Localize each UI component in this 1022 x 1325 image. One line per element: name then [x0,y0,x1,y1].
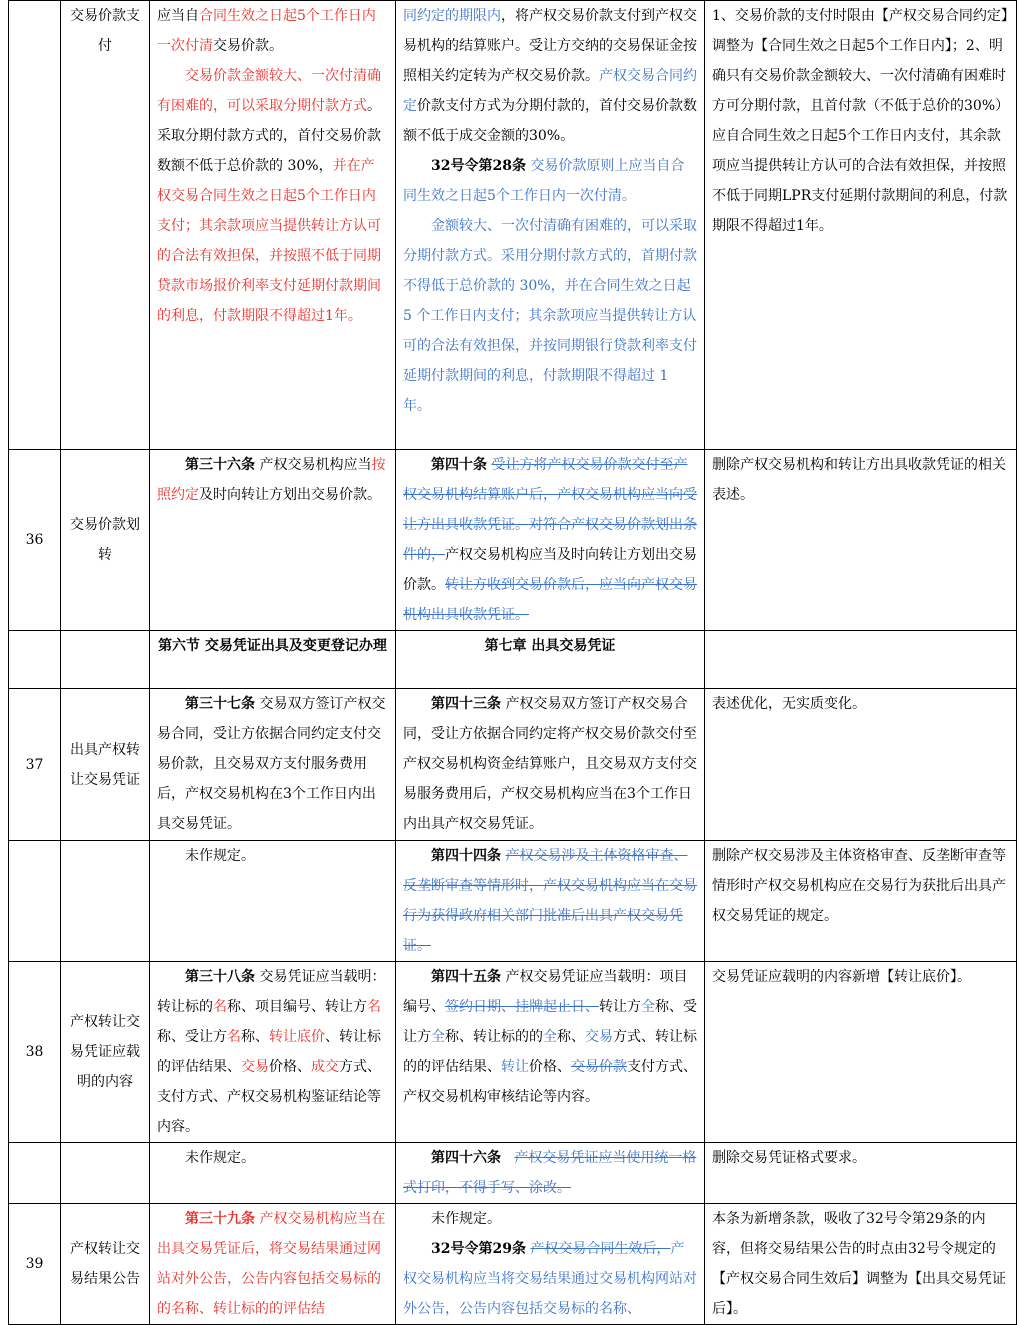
old-paragraph [157,689,388,839]
note-text: 删除交易凭证格式要求。 [712,1150,866,1166]
old-rule-cell [150,841,396,962]
old-paragraph [157,61,388,331]
article-heading: 第四十五条 [431,969,501,985]
text-span: 称、项目编号、转让方 [227,999,367,1015]
note-text: 交易凭证应载明的内容新增【转让底价】。 [712,969,971,985]
new-rule-cell [396,962,705,1143]
new-rule-cell [396,1,705,450]
text-span: 称、 [557,1029,585,1045]
text-span: 应当自 [157,8,199,24]
old-rule-cell [150,1204,396,1325]
text-span: 产权交易双方签订产权交易合同，受让方依据合同约定将产权交易价款交付至产权交易机构资金结算账户，且交易双方支付交易服务费用后，产权交易机构应当在3个工作日内出具产权交易凭证。 [403,696,697,832]
note-cell [705,841,1017,962]
deleted-text: 转让方收到交易价款后，应当向产权交易机构出具收款凭证。 [403,577,697,623]
row-number: 37 [25,756,44,773]
note-text: 本条为新增条款，吸收了32号令第29条的内容，但将交易结果公告的时点由32号令规定的【产权交易合同生效后】调整为【出具交易凭证后】。 [712,1211,1006,1317]
new-paragraph [403,1143,697,1203]
table-row-37 [9,689,1017,841]
article-heading: 第四十四条 [431,848,501,864]
text-span: 称、 [241,1029,269,1045]
text-span: 价格、 [529,1059,571,1075]
text-span: 产权交易机构应当 [255,457,372,473]
changed-text: 全 [543,1029,557,1045]
changed-text: 全 [641,999,655,1015]
subject-cell [61,962,150,1143]
new-rule-cell [396,1143,705,1204]
changed-text: 产权交易机构应当在出具交易凭证后，将交易结果通过网站对外公告，公告内容包括交易标的的名称、转让标的的评估结 [157,1211,386,1317]
text-span: 。采取分期付款方式的，首付交易价款数额不低于总价款的 30%， [157,98,381,174]
old-rule-cell [150,1,396,450]
changed-text: 交易 [585,1029,613,1045]
old-paragraph [157,962,388,1142]
article-heading: 32号令第28条 [431,158,526,174]
section-row [9,631,1017,689]
changed-text: 全 [431,1029,445,1045]
new-paragraph: 金额较大、一次付清确有困难的，可以采取分期付款方式。采用分期付款方式的，首期付款不得低于总价款的 30%，并在合同生效之日起 5 个工作日内支付；其余款项应当提供转让方认可的合法有效担保，并按同期银行贷款利率支付延期付款期间的利息，付款期限不得超过 1 年。 [403,218,697,414]
subject-text: 产权转让交易结果公告 [70,1241,140,1287]
changed-text: 成交 [311,1059,339,1075]
note-cell [705,689,1017,841]
new-rule-cell [396,689,705,841]
table-row-35 [9,1,1017,450]
new-rule-cell [396,1204,705,1325]
subject-text: 出具产权转让交易凭证 [70,741,140,788]
new-paragraph [403,962,697,1112]
changed-text: 并在产权交易合同生效之日起5个工作日内支付；其余款项应当提供转让方认可的合法有效担保，并按照不低于同期贷款市场报价利率支付延期付款期间的利息，付款期限不得超过1年。 [157,158,381,324]
row-number-cell [9,450,61,631]
old-rule-cell [150,962,396,1143]
deleted-text: 产权交易涉及主体资格审查、反垄断审查等情形时，产权交易机构应当在交易行为获得政府相关部门批准后出具产权交易凭证。 [403,848,697,954]
row-number-cell [9,962,61,1143]
new-paragraph [403,151,697,211]
article-heading: 第四十条 [431,457,487,473]
changed-text: 转让 [501,1059,529,1075]
text-span: 及时向转让方划出交易价款。 [199,487,381,503]
old-paragraph [157,450,388,510]
table-row-36 [9,450,1017,631]
changed-text: 同约定的期限内 [403,8,501,24]
text-span: 产权交易机构应当及时向转让方划出交易价款。 [403,547,697,593]
subject-text: 产权转让交易凭证应载明的内容 [70,1014,140,1090]
text-span: 方式、转让标的的评估结果、 [403,1029,697,1075]
text-span: ，将产权交易价款支付到产权交易机构的结算账户。受让方交纳的交易保证金按照相关约定转为产权交易价款。 [403,8,697,84]
text-span: 交易凭证应当载明：转让标的 [157,969,386,1015]
old-paragraph: 未作规定。 [185,1150,255,1166]
subject-cell [61,1204,150,1325]
row-number: 39 [25,1256,44,1272]
table-row-38 [9,962,1017,1143]
empty-cell [61,841,150,962]
empty-cell [9,1143,61,1204]
subject-cell [61,1,150,450]
empty-cell [9,841,61,962]
changed-text: 交易价款原则上应当自合同生效之日起5个工作日内一次付清。 [403,158,685,204]
section-text: 第七章 出具交易凭证 [484,638,616,654]
new-paragraph: 未作规定。 [431,1211,501,1227]
text-span: 转让方 [599,999,641,1015]
new-paragraph [403,1,697,151]
deleted-text: 交易价款 [571,1059,627,1075]
changed-text: 名 [213,999,227,1015]
note-cell [705,1143,1017,1204]
article-heading: 第三十九条 [185,1211,255,1227]
changed-text: 产权交易机构应当将交易结果通过交易机构网站对外公告，公告内容包括交易标的名称、 [403,1241,697,1317]
table-row-38b [9,1143,1017,1204]
deleted-text: 受让方将产权交易价款交付至产权交易机构结算账户后，产权交易机构应当向受让方出具收款凭证。对符合产权交易价款划出条件的， [403,457,697,563]
text-span: 支付方式、产权交易机构审核结论等内容。 [403,1059,697,1105]
text-span: 交易价款。 [213,38,283,54]
changed-text: 交易 [241,1059,269,1075]
changed-text: 合同生效之日起5个工作日内一次付清 [157,8,376,54]
article-heading: 32号令第29条 [431,1241,526,1257]
note-text: 删除产权交易机构和转让方出具收款凭证的相关表述。 [712,457,1006,503]
old-rule-cell [150,689,396,841]
changed-text: 产权交易合同约定 [403,68,697,114]
table-row-37b [9,841,1017,962]
article-heading: 第三十六条 [185,457,255,473]
note-cell [705,1,1017,450]
text-span: 称、转让标的的 [445,1029,543,1045]
note-cell [705,962,1017,1143]
note-cell [705,1204,1017,1325]
subject-cell [61,450,150,631]
empty-cell [9,631,61,689]
subject-text: 交易价款支付 [70,8,140,54]
changed-text: 转让底价 [269,1029,325,1045]
old-rule-cell [150,450,396,631]
text-span: 方式、支付方式、产权交易机构鉴证结论等内容。 [157,1059,381,1135]
deleted-text: 签约日期、挂牌起止日、 [445,999,599,1015]
article-heading: 第四十三条 [431,696,501,712]
old-paragraph [157,1204,388,1324]
row-number-cell [9,1,61,450]
note-text: 删除产权交易涉及主体资格审查、反垄断审查等情形时产权交易机构应在交易行为获批后出具产权交易凭证的规定。 [712,848,1006,924]
new-paragraph [403,450,697,630]
text-span: 、转让标的评估结果、 [157,1029,381,1075]
deleted-text: 产权交易合同生效后， [530,1241,671,1257]
row-number-cell [9,689,61,841]
text-span: 价款支付方式为分期付款的，首付交易价款数额不低于成交金额的30%。 [403,98,697,144]
note-text: 表述优化，无实质变化。 [712,696,866,712]
deleted-text: 产权交易凭证应当使用统一格式打印，不得手写、涂改。 [403,1150,697,1196]
article-heading: 第三十八条 [185,969,255,985]
old-paragraph [157,1,388,61]
row-number: 36 [25,532,44,548]
empty-cell [61,631,150,689]
text-span: 交易双方签订产权交易合同，受让方依据合同约定支付交易价款，且交易双方支付服务费用后，产权交易机构在3个工作日内出具交易凭证。 [157,696,386,832]
subject-cell [61,689,150,841]
text-span: 称、受让方 [157,1029,227,1045]
empty-cell [705,631,1017,689]
article-heading: 第三十七条 [185,696,255,712]
new-section-title [396,631,705,689]
section-text: 第六节 交易凭证出具及变更登记办理 [158,638,387,654]
note-text: 1、交易价款的支付时限由【产权交易合同约定】调整为【合同生效之日起5个工作日内】；2、明确只有交易价款金额较大、一次付清确有困难时方可分期付款，且首付款（不低于总价的30%）应自合同生效之日起5个工作日内支付，其余款项应当提供转让方认可的合法有效担保，并按照不低于同期LPR支付延期付款期间的利息，付款期限不得超过1年。 [712,8,1008,234]
comparison-table [8,0,1017,1325]
new-rule-cell [396,450,705,631]
old-paragraph: 未作规定。 [185,848,255,864]
text-span: 称、受让方 [403,999,697,1045]
text-span: 价格、 [269,1059,311,1075]
changed-text: 按照约定 [157,457,386,503]
changed-text: 名 [227,1029,241,1045]
changed-text: 名 [367,999,381,1015]
old-section-title [150,631,396,689]
table-row-39 [9,1204,1017,1325]
changed-text: 交易价款金额较大、一次付清确有困难的，可以采取分期付款方式 [157,68,381,114]
old-rule-cell [150,1143,396,1204]
text-span: 产权交易凭证应当载明：项目编号、 [403,969,688,1015]
article-heading: 第四十六条 [431,1150,501,1166]
empty-cell [61,1143,150,1204]
row-number-cell [9,1204,61,1325]
subject-text: 交易价款划转 [70,517,140,563]
new-paragraph [403,841,697,961]
new-paragraph [403,1234,697,1324]
new-paragraph [403,689,697,839]
note-cell [705,450,1017,631]
new-rule-cell [396,841,705,962]
row-number: 38 [25,1044,44,1060]
